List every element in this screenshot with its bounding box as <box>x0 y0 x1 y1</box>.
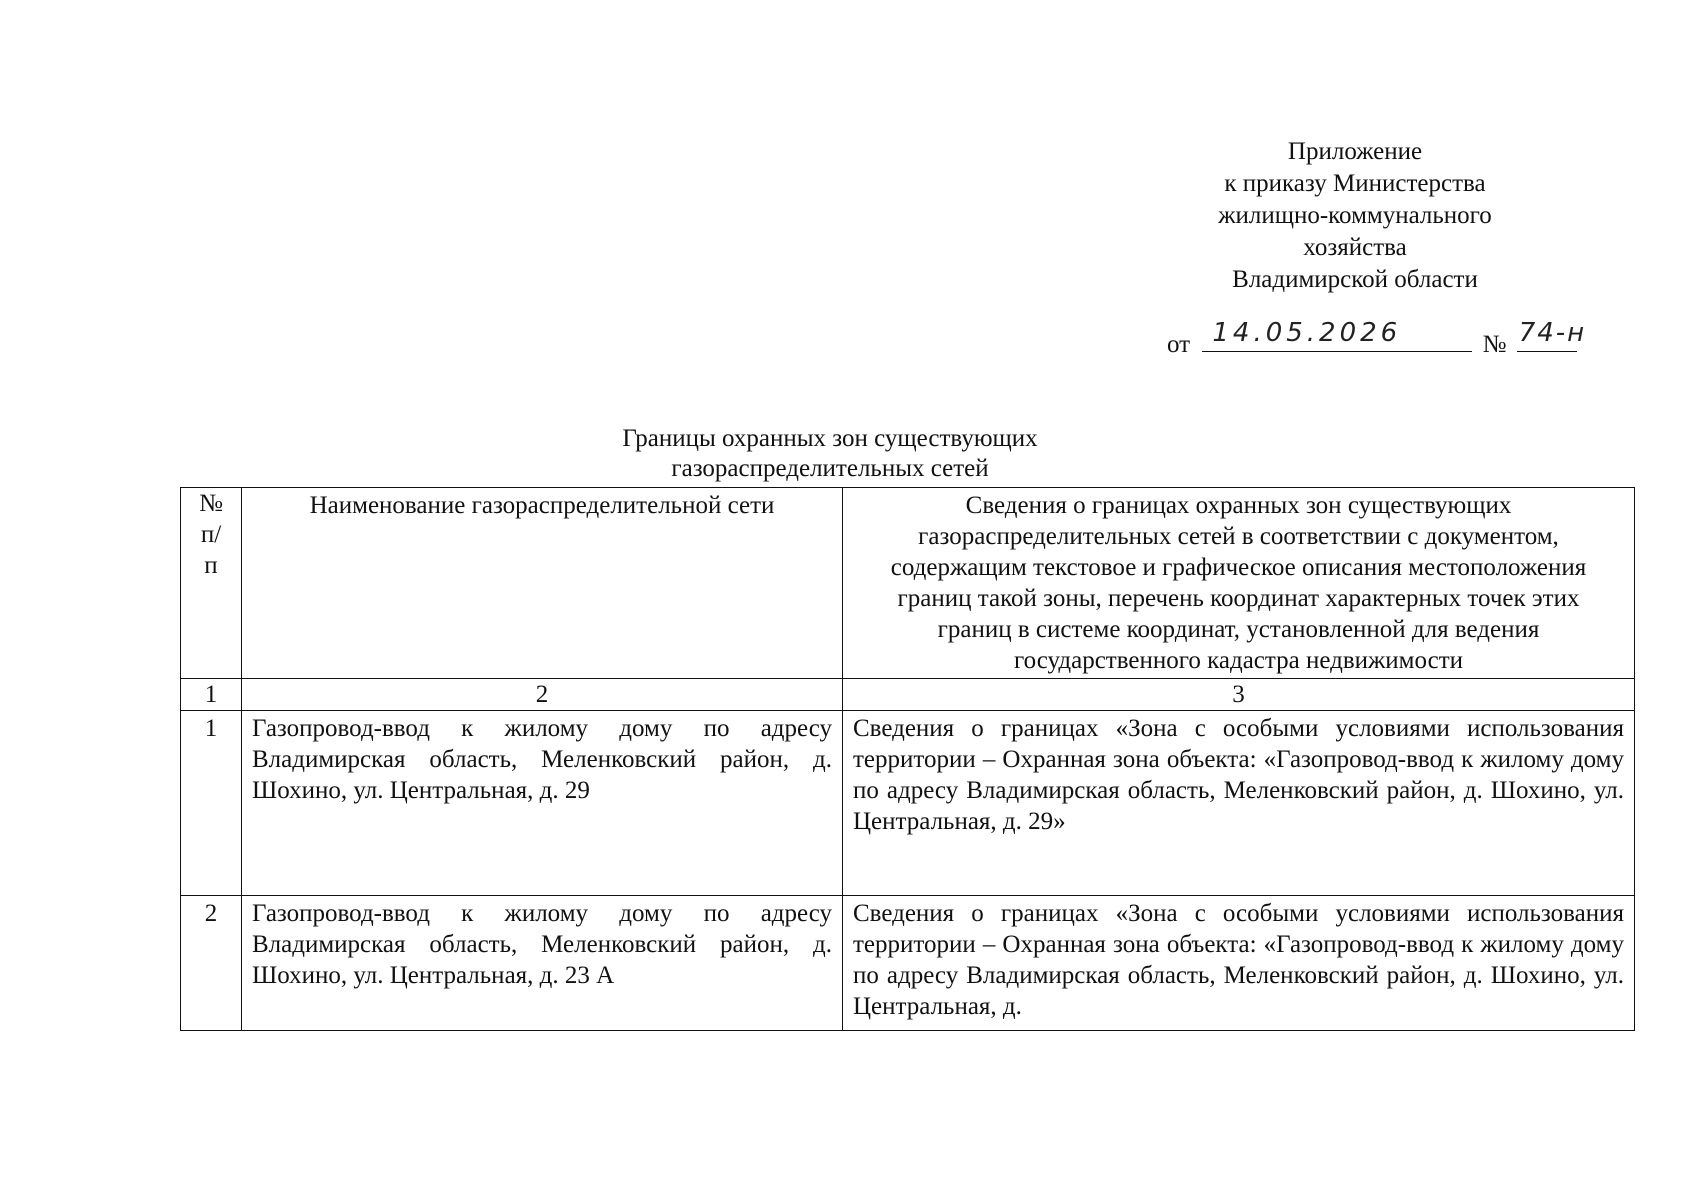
handwritten-date: 14.05.2026 <box>1212 318 1402 348</box>
number-blank <box>1517 318 1587 352</box>
row-zone-info: Сведения о границах «Зона с особыми условиями использования территории – Охранная зона объекта: «Газопровод-ввод к жилому дому по адресу Владимирская область, Меленковский район, д. Шохино, ул. Центральная, д. 29» <box>843 711 1635 896</box>
table-row <box>181 711 1635 896</box>
row-network-name: Газопровод-ввод к жилому дому по адресу Владимирская область, Меленковский район, д. Шохино, ул. Центральная, д. 29 <box>242 711 843 896</box>
appendix-line: к приказу Министерства <box>1224 170 1486 197</box>
number-label: № <box>1482 331 1507 358</box>
document-title <box>580 424 1080 484</box>
row-network-name: Газопровод-ввод к жилому дому по адресу Владимирская область, Меленковский район, д. Шохино, ул. Центральная, д. 23 А <box>242 896 843 1031</box>
column-number: 3 <box>843 679 1635 711</box>
column-number: 1 <box>181 679 242 711</box>
table-header-row <box>181 488 1635 679</box>
order-reference <box>1167 318 1587 361</box>
date-blank <box>1202 318 1472 352</box>
appendix-block <box>1170 136 1540 296</box>
title-line: Границы охранных зон существующих <box>622 425 1038 452</box>
row-number: 2 <box>181 896 242 1031</box>
header-name: Наименование газораспределительной сети <box>242 488 843 679</box>
appendix-line: Владимирской области <box>1232 266 1478 293</box>
column-number: 2 <box>242 679 843 711</box>
handwritten-number: 74-н <box>1518 318 1587 348</box>
table-row <box>181 896 1635 1031</box>
zones-table <box>180 487 1635 1031</box>
header-info: Сведения о границах охранных зон существующих газораспределительных сетей в соответствии с документом, содержащим текстовое и графическое описания местоположения границ такой зоны, перечень координат характерных точек этих границ в системе координат, установленной для ведения государственного кадастра недвижимости <box>843 488 1635 679</box>
row-number: 1 <box>181 711 242 896</box>
appendix-line: хозяйства <box>1303 234 1407 261</box>
column-numbers-row <box>181 679 1635 711</box>
appendix-line: жилищно-коммунального <box>1218 202 1492 229</box>
header-number: № п/п <box>181 488 242 679</box>
title-line: газораспределительных сетей <box>671 455 989 482</box>
row-zone-info: Сведения о границах «Зона с особыми условиями использования территории – Охранная зона объекта: «Газопровод-ввод к жилому дому по адресу Владимирская область, Меленковский район, д. Шохино, ул. Центральная, д. <box>843 896 1635 1031</box>
from-label: от <box>1167 331 1191 358</box>
appendix-line: Приложение <box>1287 138 1423 165</box>
